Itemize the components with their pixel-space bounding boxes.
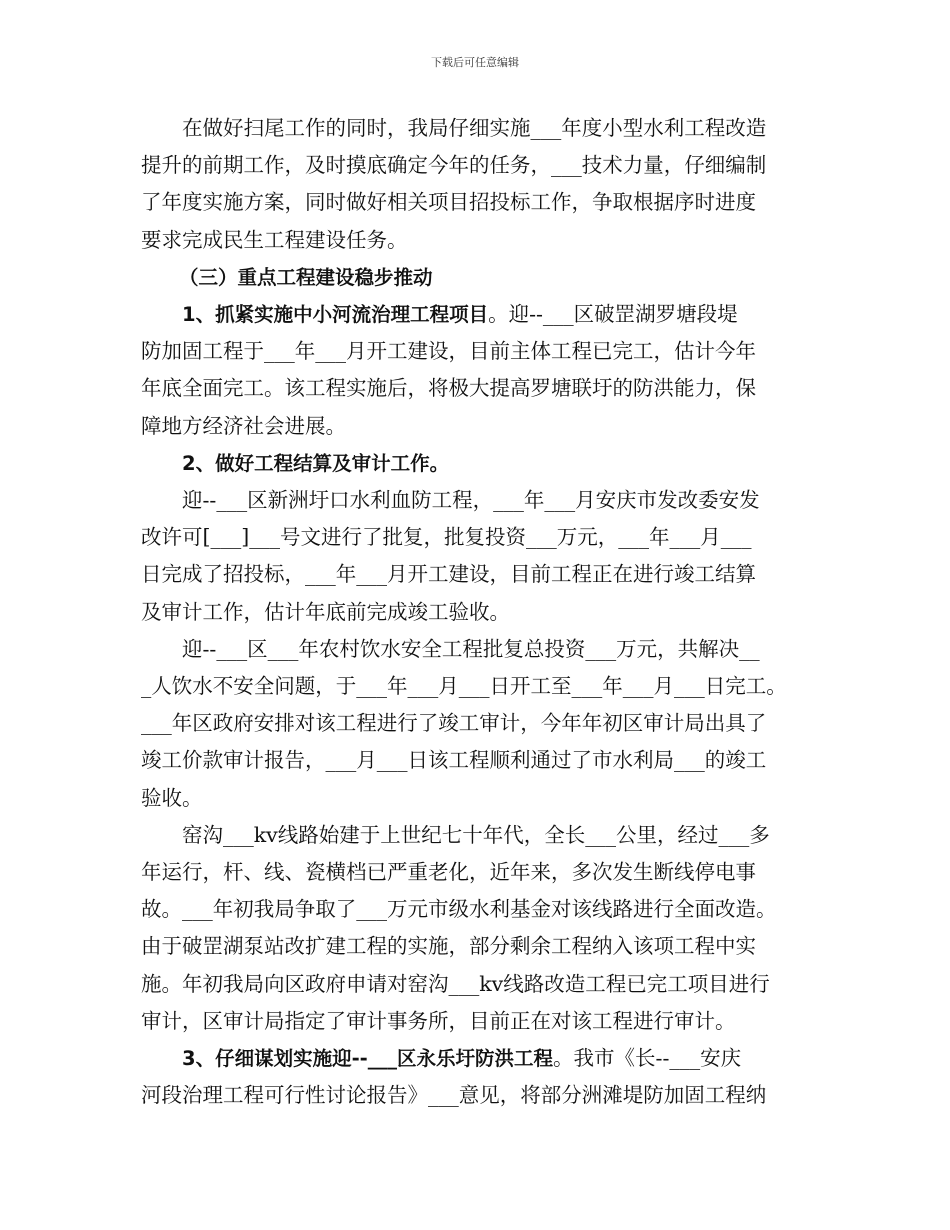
- page-header: 下载后可任意编辑: [431, 56, 519, 69]
- text-line: 竣工价款审计报告，___月___日该工程顺利通过了市水利局___的竣工: [141, 748, 767, 773]
- text-line: 及审计工作，估计年底前完成竣工验收。: [141, 599, 510, 624]
- item-1-title: 1、抓紧实施中小河流治理工程项目: [182, 303, 489, 327]
- text-line: 河段治理工程可行性讨论报告》___意见，将部分洲滩堤防加固工程纳: [141, 1083, 767, 1108]
- paragraph-drinking-water: [141, 631, 813, 817]
- section-title: （三）重点工程建设稳步推动: [179, 265, 433, 289]
- text-line: 。我市《长--___安庆: [553, 1046, 742, 1071]
- text-line: 施。年初我局向区政府申请对窑沟___kv线路改造工程已完工项目进行: [141, 971, 770, 996]
- paragraph-power-line: [141, 817, 813, 1040]
- section-heading-3: [141, 259, 813, 296]
- text-line: 障地方经济社会进展。: [141, 413, 346, 438]
- text-line: 由于破罡湖泵站改扩建工程的实施，部分剩余工程纳入该项工程中实: [141, 934, 756, 959]
- text-line: 日完成了招投标，___年___月开工建设，目前工程正在进行竣工结算: [141, 562, 756, 587]
- text-line: 改许可[___]___号文进行了批复，批复投资___万元，___年___月___: [141, 525, 752, 550]
- text-line: ___年区政府安排对该工程进行了竣工审计，今年年初区审计局出具了: [141, 711, 767, 736]
- text-line: 窑沟___kv线路始建于上世纪七十年代，全长___公里，经过___多: [182, 822, 770, 847]
- text-line: 在做好扫尾工作的同时，我局仔细实施___年度小型水利工程改造: [182, 116, 767, 140]
- text-line: 。迎--___区破罡湖罗塘段堤: [488, 302, 738, 327]
- paragraph-item-2-heading: [141, 445, 813, 482]
- item-3-title: 3、仔细谋划实施迎--___区永乐圩防洪工程: [182, 1047, 554, 1071]
- text-line: 验收。: [141, 785, 203, 810]
- text-line: 迎--___区新洲圩口水利血防工程，___年___月安庆市发改委安发: [182, 488, 760, 513]
- paragraph-wrap-up: [141, 110, 813, 259]
- paragraph-item-1: [141, 296, 813, 445]
- document-body: [141, 110, 813, 1114]
- text-line: 年底全面完工。该工程实施后，将极大提高罗塘联圩的防洪能力，保: [141, 376, 756, 401]
- text-line: 年运行，杆、线、瓷横档已严重老化，近年来，多次发生断线停电事: [141, 860, 756, 885]
- text-line: 提升的前期工作，及时摸底确定今年的任务，___技术力量，仔细编制: [141, 153, 767, 178]
- text-line: 防加固工程于___年___月开工建设，目前主体工程已完工，估计今年: [141, 339, 756, 364]
- paragraph-xinzhou: [141, 482, 813, 631]
- text-line: 迎--___区___年农村饮水安全工程批复总投资___万元，共解决__: [182, 636, 760, 661]
- text-line: 故。___年初我局争取了___万元市级水利基金对该线路进行全面改造。: [141, 897, 777, 922]
- text-line: 要求完成民生工程建设任务。: [141, 227, 408, 252]
- text-line: _人饮水不安全问题，于___年___月___日开工至___年___月___日完工。: [141, 674, 787, 699]
- paragraph-item-3: [141, 1040, 813, 1114]
- text-line: 了年度实施方案，同时做好相关项目招投标工作，争取根据序时进度: [141, 190, 756, 215]
- text-line: 审计，区审计局指定了审计事务所，目前正在对该工程进行审计。: [141, 1008, 736, 1033]
- item-2-title: 2、做好工程结算及审计工作。: [182, 451, 450, 475]
